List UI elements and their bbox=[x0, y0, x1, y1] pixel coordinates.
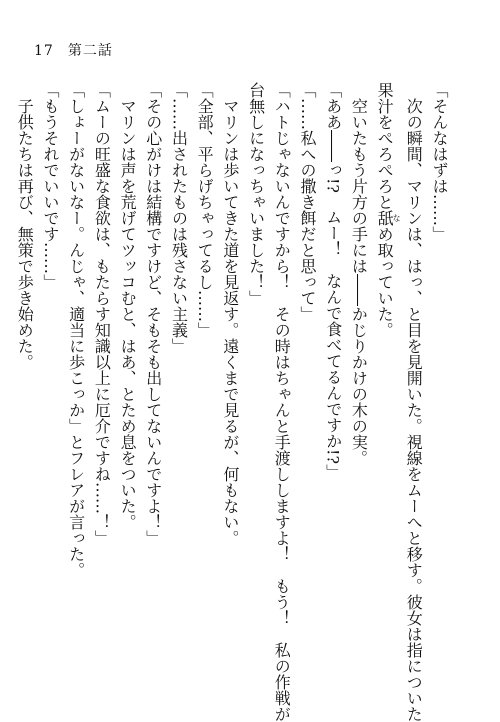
text-line: 空いたもう片方の手には――かじりかけの木の実。 bbox=[349, 98, 369, 466]
text-line: 次の瞬間、マリンは、はっ、と目を見開いた。視線をムーへと移す。彼女は指についた bbox=[404, 98, 424, 722]
text-line: 「ああ――っ!? ムー！ なんで食べてるんですか!?」 bbox=[323, 82, 343, 481]
ruby-annotation: 舐な bbox=[375, 210, 402, 226]
text-line: 「もうそれでいいです……」 bbox=[40, 82, 60, 290]
text-line: 「ハトじゃないんですから！ その時はちゃんと手渡ししますよ！ もう！ 私の作戦が bbox=[272, 82, 292, 722]
text-line: マリンは歩いてきた道を見返す。遠くまで見るが、何もない。 bbox=[220, 98, 240, 546]
text-line: 「……出されたものは残さない主義」 bbox=[169, 82, 189, 354]
text-line: 台無しになっちゃいました！」 bbox=[246, 82, 266, 306]
text-line: 「その心がけは結構ですけど、そもそも出してないんですよ！」 bbox=[143, 82, 163, 546]
text-line: 「ムーの旺盛な食欲は、もたらす知識以上に厄介ですね……！」 bbox=[92, 82, 112, 546]
text-line: 「しょーがないなー。んじゃ、適当に歩こっか」とフレアが言った。 bbox=[66, 82, 86, 578]
ruby-reading: な bbox=[392, 210, 402, 226]
text-line: 「全部、平らげちゃってるし……」 bbox=[195, 82, 215, 338]
page-number: 17 bbox=[34, 43, 54, 59]
body-text bbox=[12, 82, 452, 722]
text-line: 「……私への撒き餌だと思って」 bbox=[297, 82, 317, 322]
chapter-title: 第二話 bbox=[67, 43, 113, 59]
page-header bbox=[34, 40, 113, 60]
text-line: 「そんなはずは……」 bbox=[430, 82, 449, 242]
text-line: 子供たちは再び、無策で歩き始めた。 bbox=[15, 98, 35, 370]
text-line: 果汁をぺろぺろと舐なめ取っていた。 bbox=[375, 82, 402, 338]
text-line: マリンは声を荒げてツッコむと、はあ、とため息をついた。 bbox=[118, 98, 138, 530]
